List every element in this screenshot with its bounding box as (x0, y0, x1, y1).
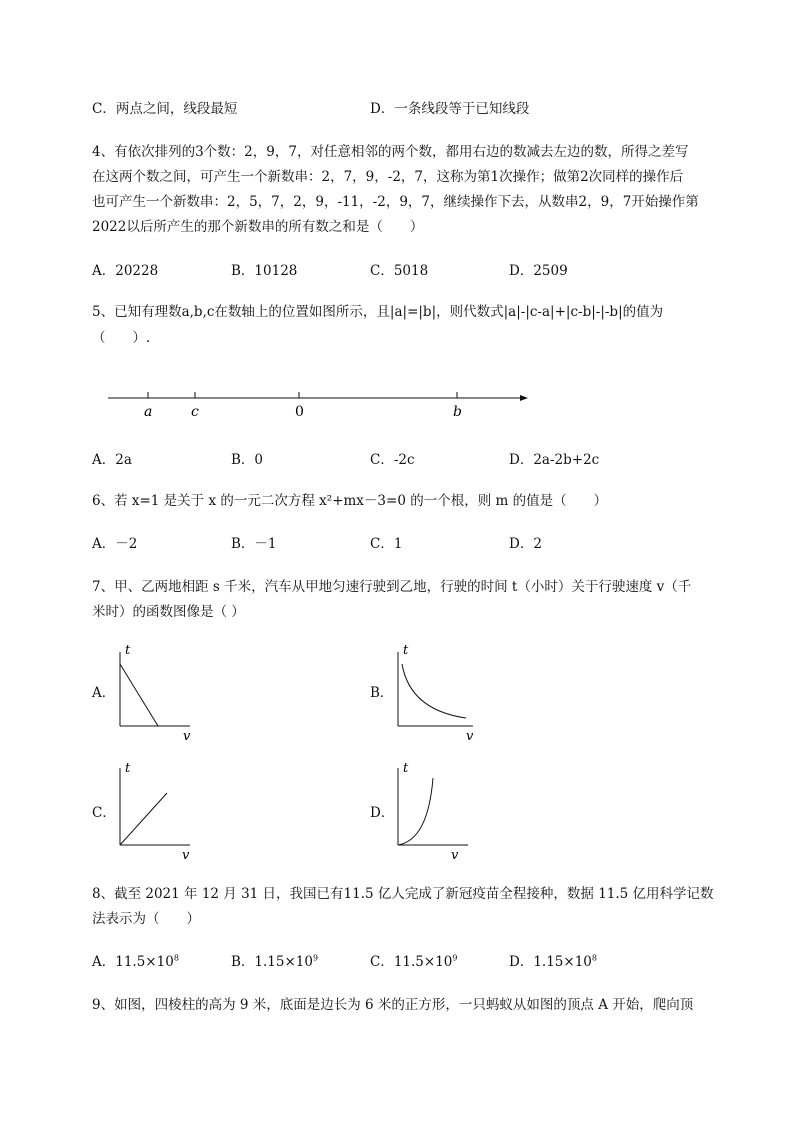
q8-line-1: 8、截至 2021 年 12 月 31 日，我国已有11.5 亿人完成了新冠疫苗全程接种，数据 11.5 亿用科学记数 (92, 886, 714, 902)
q4-line-3: 也可产生一个新数串：2，5，7，2，9，-11，-2，9，7，继续操作下去，从数串2，9，7开始操作第 (92, 194, 699, 210)
q7-option-b-label: B． (370, 685, 394, 701)
q6-option-a: A．－2 (92, 536, 138, 552)
graph-b-v-label: v (466, 729, 474, 744)
q6-option-b: B．－1 (231, 536, 277, 552)
q7-graph-d (388, 760, 478, 865)
q7-option-d-label: D． (370, 805, 395, 821)
graph-a-t-label: t (125, 643, 131, 658)
q7-graph-c (110, 760, 200, 865)
q5-number-line (100, 385, 540, 425)
q8-option-b: B．$1.15\times 10^9$ (231, 953, 319, 970)
q6-text: 6、若 x=1 是关于 x 的一元二次方程 x²+mx－3=0 的一个根，则 m 的值是（ ） (92, 493, 608, 509)
q4-option-d: D．2509 (509, 263, 568, 279)
graph-a-line (120, 664, 158, 726)
q5-line-1: 5、已知有理数a,b,c在数轴上的位置如图所示，且|a|=|b|，则代数式|a|-|c-a|+|c-b|-|-b|的值为 (92, 304, 664, 320)
label-a: a (144, 404, 153, 420)
label-0: 0 (295, 404, 304, 420)
q7-line-2: 米时）的函数图像是（ ） (92, 604, 245, 620)
q5-option-d: D．2a-2b+2c (509, 452, 600, 468)
q3-option-d: D．一条线段等于已知线段 (370, 101, 530, 117)
q9-text: 9、如图，四棱柱的高为 9 米，底面是边长为 6 米的正方形，一只蚂蚁从如图的顶点 A 开始，爬向顶 (92, 997, 694, 1013)
graph-b-curve (402, 664, 466, 718)
graph-c-t-label: t (125, 761, 131, 776)
q4-option-c: C．5018 (370, 263, 429, 279)
q7-option-c-label: C． (92, 805, 116, 821)
graph-a-v-label: v (183, 729, 191, 744)
q4-option-b: B．10128 (231, 263, 298, 279)
q4-line-4: 2022以后所产生的那个新数串的所有数之和是（ ） (92, 219, 424, 235)
graph-d-curve (398, 778, 433, 845)
q8-option-a: A．$11.5\times 10^8$ (92, 953, 179, 970)
q8-option-c: C．$11.5\times 10^9$ (370, 953, 458, 970)
number-line-arrow (520, 395, 528, 401)
q4-line-1: 4、有依次排列的3个数：2，9，7，对任意相邻的两个数，都用右边的数减去左边的数，所得之差写 (92, 144, 689, 160)
q7-graph-b (388, 640, 483, 745)
q7-graph-a (110, 640, 200, 745)
label-c: c (191, 404, 199, 420)
q4-line-2: 在这两个数之间，可产生一个新数串：2，7，9，-2，7，这称为第1次操作；做第2次同样的操作后 (92, 169, 684, 185)
graph-c-v-label: v (182, 848, 190, 863)
graph-b-t-label: t (403, 643, 409, 658)
q6-option-c: C．1 (370, 536, 403, 552)
q6-option-d: D．2 (509, 536, 542, 552)
q3-option-c: C．两点之间，线段最短 (92, 101, 238, 117)
q7-line-1: 7、甲、乙两地相距 s 千米，汽车从甲地匀速行驶到乙地，行驶的时间 t（小时）关于行驶速度 v（千 (92, 579, 692, 595)
q7-option-a-label: A． (92, 685, 116, 701)
graph-d-v-label: v (451, 848, 459, 863)
q4-option-a: A．20228 (92, 263, 159, 279)
graph-d-t-label: t (403, 761, 409, 776)
q5-option-b: B．0 (231, 452, 264, 468)
q5-option-c: C．-2c (370, 452, 415, 468)
q5-option-a: A．2a (92, 452, 132, 468)
label-b: b (453, 404, 462, 420)
graph-c-line (120, 793, 167, 845)
q8-line-2: 法表示为（ ） (92, 911, 200, 927)
q8-option-d: D．$1.15\times 10^8$ (509, 953, 597, 970)
q5-line-2: （ ）. (92, 330, 151, 346)
